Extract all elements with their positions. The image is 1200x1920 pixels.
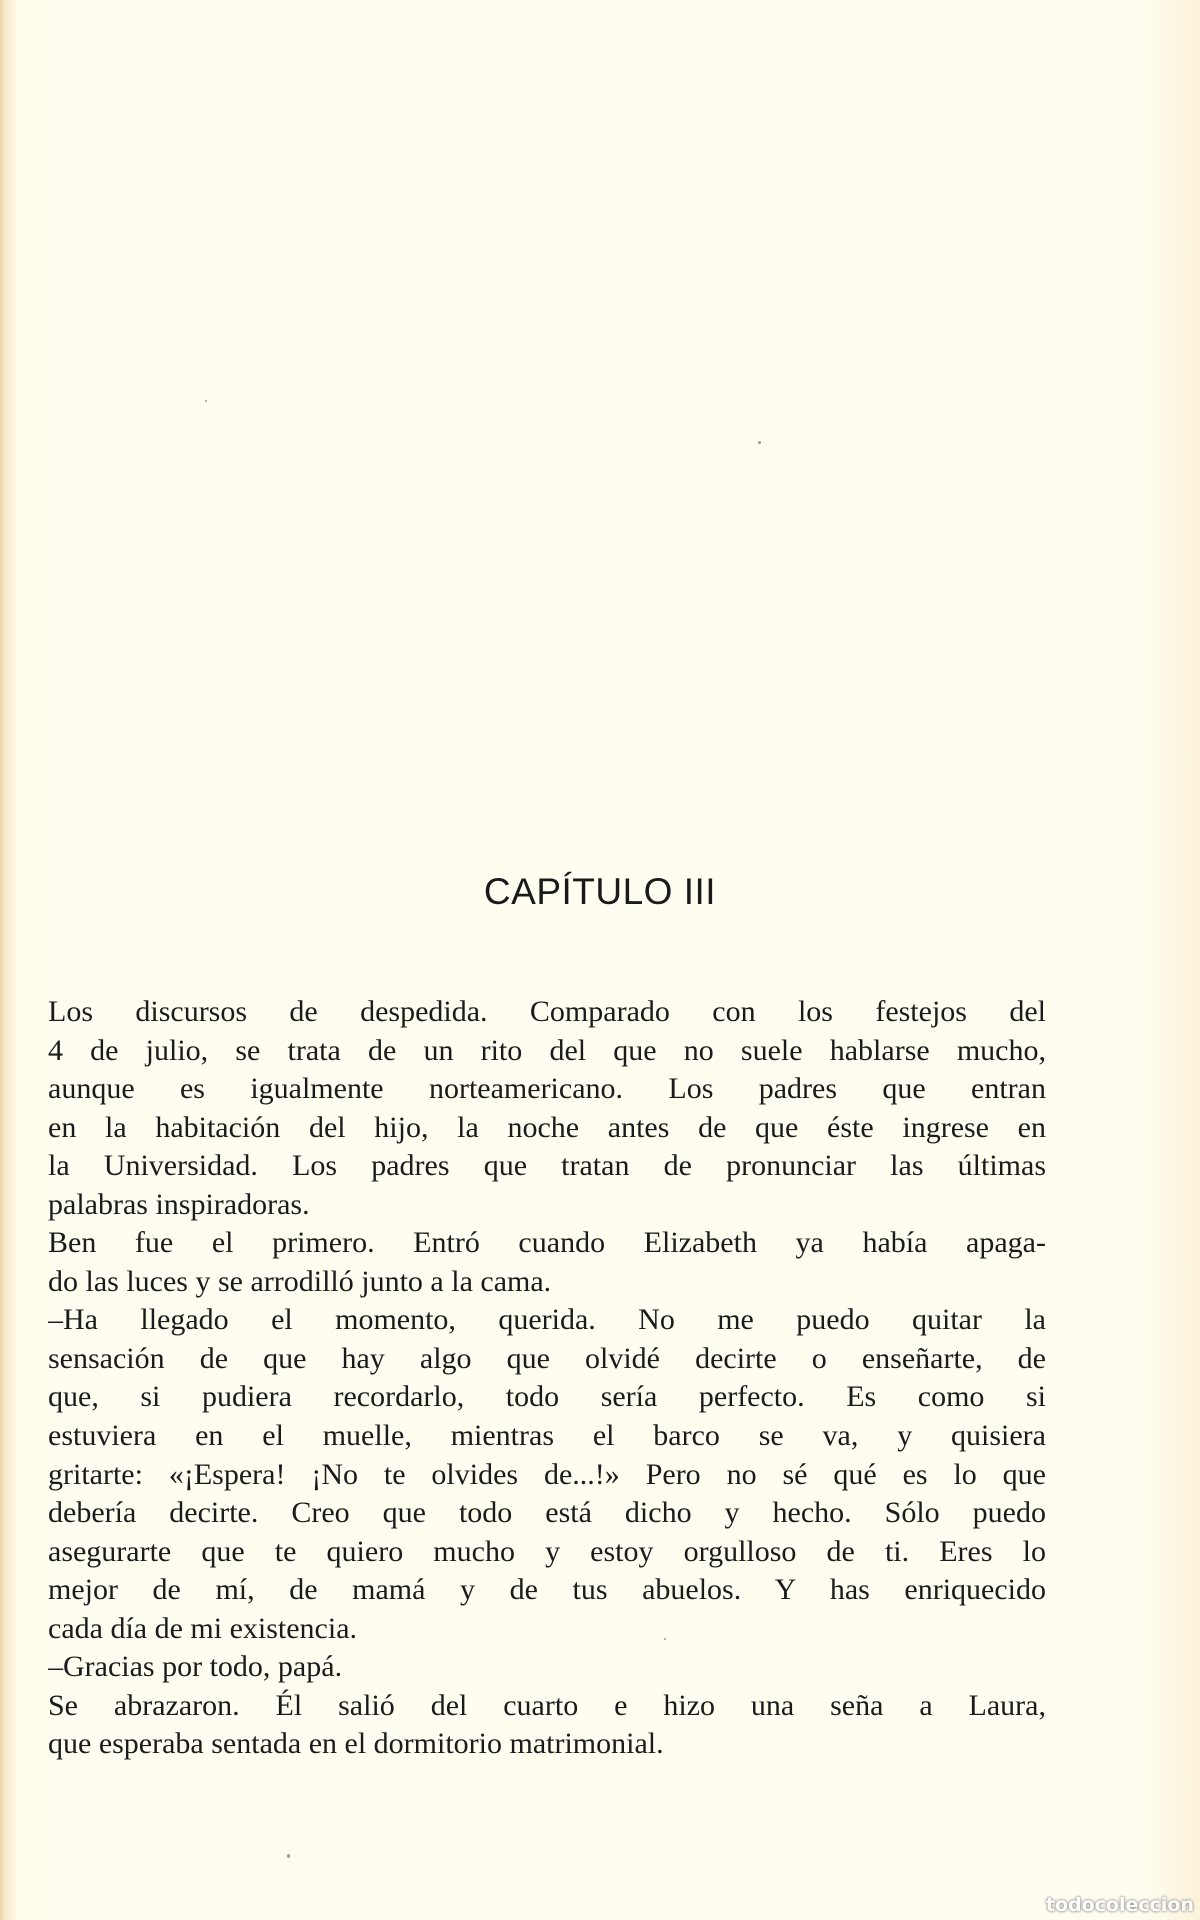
text-line: sensación de que hay algo que olvidé decirte o enseñarte, de xyxy=(48,1341,1046,1375)
watermark-logo: todocoleccion xyxy=(1045,1894,1194,1916)
text-line: Ben fue el primero. Entró cuando Elizabeth ya había apaga- xyxy=(48,1226,1046,1260)
text-line: do las luces y se arrodilló junto a la cama. xyxy=(48,1264,552,1298)
text-line: aunque es igualmente norteamericano. Los padres que entran xyxy=(48,1072,1046,1106)
chapter-title: CAPÍTULO III xyxy=(483,871,717,912)
text-line: 4 de julio, se trata de un rito del que no suele hablarse mucho, xyxy=(48,1033,1046,1067)
text-line: Los discursos de despedida. Comparado con los festejos del xyxy=(48,995,1046,1028)
text-line: la Universidad. Los padres que tratan de pronunciar las últimas xyxy=(48,1149,1046,1183)
paper-speck xyxy=(287,1854,290,1858)
text-line: gritarte: «¡Espera! ¡No te olvides de...!» Pero no sé qué es lo que xyxy=(48,1457,1046,1491)
text-line: –Gracias por todo, papá. xyxy=(48,1650,343,1684)
text-line: en la habitación del hijo, la noche antes de que éste ingrese en xyxy=(48,1110,1046,1144)
text-line: Se abrazaron. Él salió del cuarto e hizo una seña a Laura, xyxy=(48,1688,1046,1722)
text-line: que, si pudiera recordarlo, todo sería perfecto. Es como si xyxy=(48,1380,1046,1414)
paper-speck xyxy=(664,1638,666,1640)
paper-speck xyxy=(758,441,761,444)
body-text xyxy=(48,993,1046,1764)
text-line: palabras inspiradoras. xyxy=(48,1187,310,1221)
text-line: mejor de mí, de mamá y de tus abuelos. Y has enriquecido xyxy=(48,1573,1046,1607)
text-line: cada día de mi existencia. xyxy=(48,1611,358,1645)
text-line: asegurarte que te quiero mucho y estoy orgulloso de ti. Eres lo xyxy=(48,1534,1046,1568)
text-line: estuviera en el muelle, mientras el barco se va, y quisiera xyxy=(48,1419,1046,1453)
text-line: –Ha llegado el momento, querida. No me puedo quitar la xyxy=(48,1303,1046,1337)
paper-speck xyxy=(205,400,207,402)
text-line: que esperaba sentada en el dormitorio matrimonial. xyxy=(48,1727,664,1761)
text-line: debería decirte. Creo que todo está dicho y hecho. Sólo puedo xyxy=(48,1496,1046,1530)
